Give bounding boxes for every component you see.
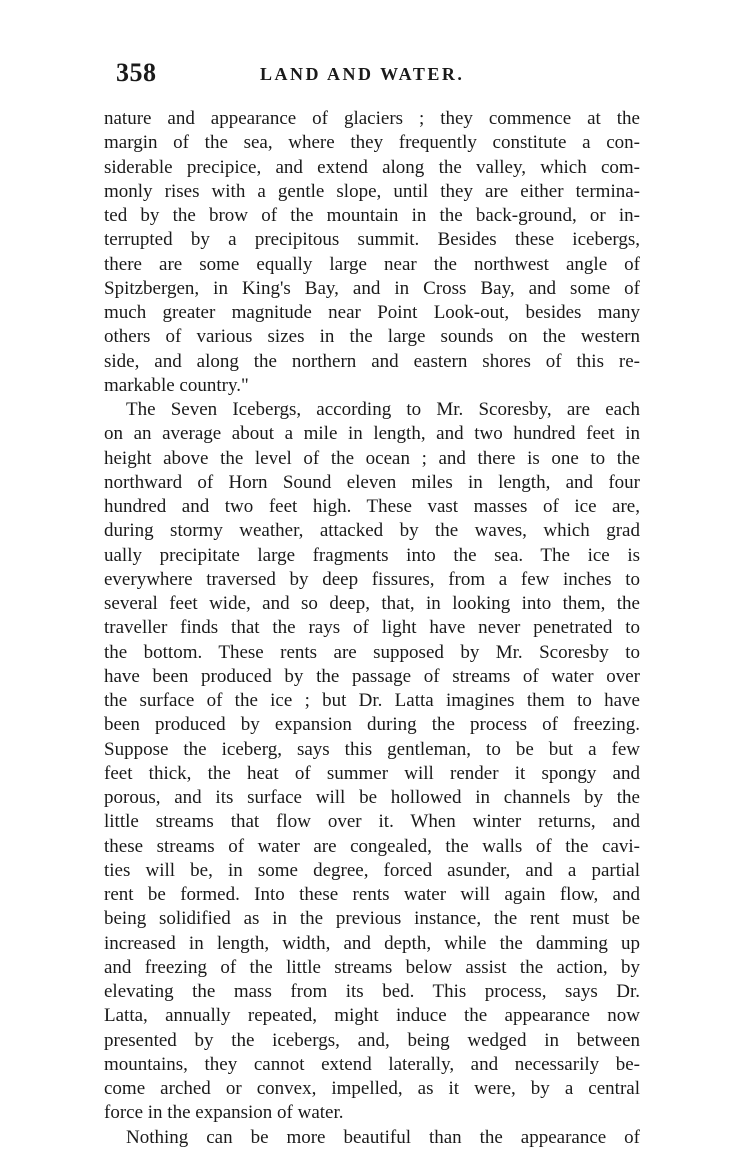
page-number: 358 [116,58,157,87]
text-line: being solidified as in the previous instance, the rent must be [104,908,640,930]
text-line: increased in length, width, and depth, while the damming up [104,932,640,954]
text-line: height above the level of the ocean ; and there is one to the [104,447,640,469]
text-line: these streams of water are congealed, the walls of the cavi- [104,835,640,857]
text-line: elevating the mass from its bed. This process, says Dr. [104,981,640,1002]
text-line: have been produced by the passage of streams of water over [104,665,640,687]
text-line: on an average about a mile in length, and two hundred feet in [104,423,640,445]
text-line: much greater magnitude near Point Look-out, besides many [104,302,640,323]
text-line: others of various sizes in the large sounds on the western [104,326,640,348]
text-line: ties will be, in some degree, forced asunder, and a partial [104,859,640,881]
text-line: everywhere traversed by deep fissures, from a few inches to [104,568,640,590]
text-line: force in the expansion of water. [104,1102,344,1124]
text-line: there are some equally large near the northwest angle of [104,253,640,275]
running-title: LAND AND WATER. [260,64,465,84]
page-header [104,58,640,92]
text-line: northward of Horn Sound eleven miles in length, and four [104,471,640,493]
text-line: hundred and two feet high. These vast masses of ice are, [104,496,640,517]
paragraph-first-line: Nothing can be more beautiful than the appearance of [126,1126,640,1148]
text-line: porous, and its surface will be hollowed in channels by the [104,787,640,808]
text-line: several feet wide, and so deep, that, in looking into them, the [104,593,640,614]
body-text [104,107,640,1150]
text-line: been produced by expansion during the process of freezing. [104,714,640,736]
text-line: margin of the sea, where they frequently constitute a con- [104,132,640,154]
paragraph-first-line: The Seven Icebergs, according to Mr. Scoresby, are each [126,399,640,420]
text-line: during stormy weather, attacked by the waves, which grad [104,520,640,542]
text-line: side, and along the northern and eastern shores of this re- [104,350,640,372]
text-line: ted by the brow of the mountain in the back-ground, or in- [104,205,640,226]
text-line: traveller finds that the rays of light have never penetrated to [104,617,640,639]
text-line: ually precipitate large fragments into the sea. The ice is [104,544,640,566]
text-line: Latta, annually repeated, might induce the appearance now [104,1005,640,1027]
text-line: Spitzbergen, in King's Bay, and in Cross Bay, and some of [104,277,640,299]
text-line: come arched or convex, impelled, as it were, by a central [104,1078,640,1099]
text-line: presented by the icebergs, and, being wedged in between [104,1029,640,1051]
text-line: and freezing of the little streams below assist the action, by [104,956,640,978]
text-line: mountains, they cannot extend laterally, and necessarily be- [104,1053,640,1075]
text-line: monly rises with a gentle slope, until they are either termina- [104,180,640,202]
text-line: siderable precipice, and extend along the valley, which com- [104,156,640,178]
text-line: terrupted by a precipitous summit. Besides these icebergs, [104,229,640,251]
text-line: Suppose the iceberg, says this gentleman, to be but a few [104,738,640,760]
text-line: feet thick, the heat of summer will render it spongy and [104,762,640,784]
text-line: the surface of the ice ; but Dr. Latta imagines them to have [104,690,640,711]
text-line: nature and appearance of glaciers ; they commence at the [104,108,640,129]
text-line: the bottom. These rents are supposed by Mr. Scoresby to [104,641,640,663]
text-line: rent be formed. Into these rents water will again flow, and [104,884,640,905]
text-line: markable country." [104,374,249,396]
text-line: little streams that flow over it. When winter returns, and [104,811,640,833]
